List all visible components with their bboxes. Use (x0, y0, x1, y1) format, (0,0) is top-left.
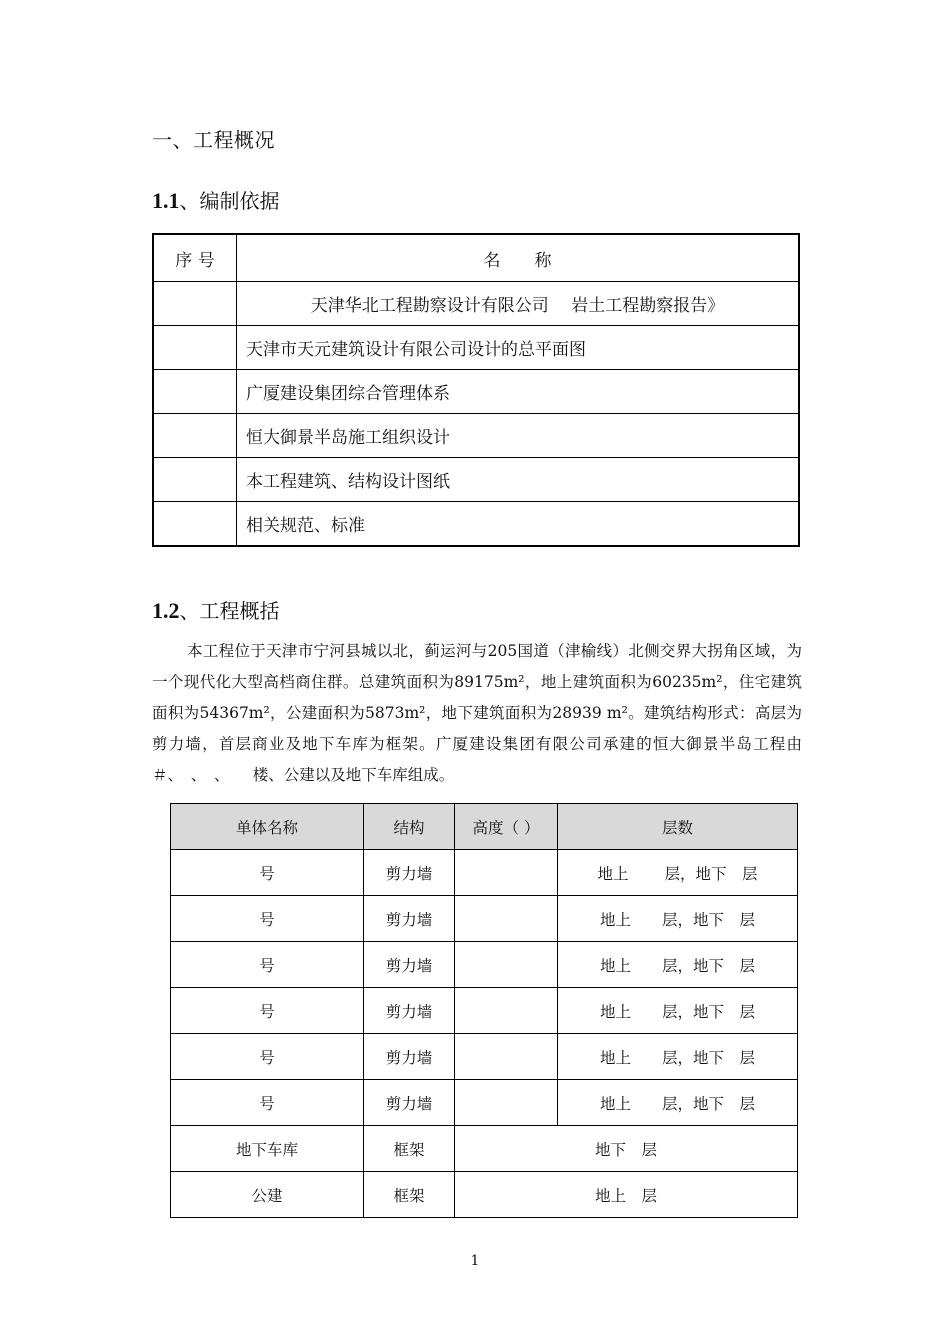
structure-cell: 框架 (364, 1126, 455, 1172)
table-row (171, 1034, 798, 1080)
basis-table-header (153, 234, 799, 282)
header-floors: 层数 (558, 804, 798, 850)
structure-cell: 剪力墙 (364, 896, 455, 942)
unit-table-header (171, 804, 798, 850)
floors-cell: 地上 层，地下 层 (558, 1080, 798, 1126)
seq-cell (153, 370, 237, 414)
height-cell (455, 988, 558, 1034)
seq-cell (153, 282, 237, 326)
page-number: 1 (470, 1253, 480, 1269)
table-row (171, 1080, 798, 1126)
subsection-title-overview (152, 595, 280, 624)
table-row (171, 896, 798, 942)
table-row (171, 988, 798, 1034)
floors-cell: 地上 层，地下 层 (558, 896, 798, 942)
floors-cell: 地上 层，地下 层 (558, 942, 798, 988)
name-cell: 相关规范、标准 (237, 502, 800, 547)
seq-cell (153, 326, 237, 370)
header-name: 名 称 (237, 234, 800, 282)
floors-cell: 地上 层，地下 层 (558, 1034, 798, 1080)
header-unit-name: 单体名称 (171, 804, 364, 850)
floors-cell: 地上 层 (455, 1172, 798, 1218)
name-cell: 本工程建筑、结构设计图纸 (237, 458, 800, 502)
structure-cell: 剪力墙 (364, 1034, 455, 1080)
floors-cell: 地上 层，地下 层 (558, 988, 798, 1034)
seq-cell (153, 414, 237, 458)
subsection-label: 、工程概括 (179, 599, 280, 623)
height-cell (455, 942, 558, 988)
paragraph-text: 本工程位于天津市宁河县城以北，蓟运河与205国道（津榆线）北侧交界大拐角区域，为一个现代化大型高档商住群。总建筑面积为89175m²，地上建筑面积为60235m²，住宅建筑面积为54367m²，公建面积为5873m²，地下建筑面积为28939 m²。建筑结构形式：高层为剪力墙，首层商业及地下车库为框架。广厦建设集团有限公司承建的恒大御景半岛工程由＃、 、 、 楼、公建以及地下车库组成。 (152, 642, 802, 784)
subsection-number: 1.2 (152, 598, 180, 623)
unit-name-cell: 号 (171, 1080, 364, 1126)
floors-cell: 地下 层 (455, 1126, 798, 1172)
name-cell: 天津华北工程勘察设计有限公司 岩土工程勘察报告》 (237, 282, 800, 326)
header-structure: 结构 (364, 804, 455, 850)
subsection-title-basis (152, 185, 280, 214)
subsection-number: 1.1 (152, 188, 180, 213)
unit-name-cell: 号 (171, 896, 364, 942)
table-row (153, 282, 799, 326)
name-cell: 恒大御景半岛施工组织设计 (237, 414, 800, 458)
height-cell (455, 1080, 558, 1126)
header-seq: 序 号 (153, 234, 237, 282)
overview-paragraph (152, 636, 802, 791)
basis-table (152, 233, 800, 547)
structure-cell: 剪力墙 (364, 1080, 455, 1126)
table-row (171, 1172, 798, 1218)
floors-cell: 地上 层，地下 层 (558, 850, 798, 896)
name-cell: 广厦建设集团综合管理体系 (237, 370, 800, 414)
unit-name-cell: 号 (171, 1034, 364, 1080)
structure-cell: 剪力墙 (364, 850, 455, 896)
subsection-label: 、编制依据 (179, 189, 280, 213)
height-cell (455, 1034, 558, 1080)
unit-name-cell: 地下车库 (171, 1126, 364, 1172)
table-row (153, 326, 799, 370)
table-row (153, 414, 799, 458)
unit-name-cell: 号 (171, 988, 364, 1034)
structure-cell: 框架 (364, 1172, 455, 1218)
unit-name-cell: 号 (171, 850, 364, 896)
section-title: 一、工程概况 (152, 128, 275, 152)
name-cell: 天津市天元建筑设计有限公司设计的总平面图 (237, 326, 800, 370)
unit-name-cell: 公建 (171, 1172, 364, 1218)
height-cell (455, 850, 558, 896)
seq-cell (153, 458, 237, 502)
table-row (171, 850, 798, 896)
table-row (153, 502, 799, 547)
header-height: 高度（ ） (455, 804, 558, 850)
table-row (153, 370, 799, 414)
structure-cell: 剪力墙 (364, 942, 455, 988)
unit-table (170, 803, 798, 1218)
height-cell (455, 896, 558, 942)
structure-cell: 剪力墙 (364, 988, 455, 1034)
table-row (171, 942, 798, 988)
table-row (153, 458, 799, 502)
table-row (171, 1126, 798, 1172)
unit-name-cell: 号 (171, 942, 364, 988)
seq-cell (153, 502, 237, 547)
